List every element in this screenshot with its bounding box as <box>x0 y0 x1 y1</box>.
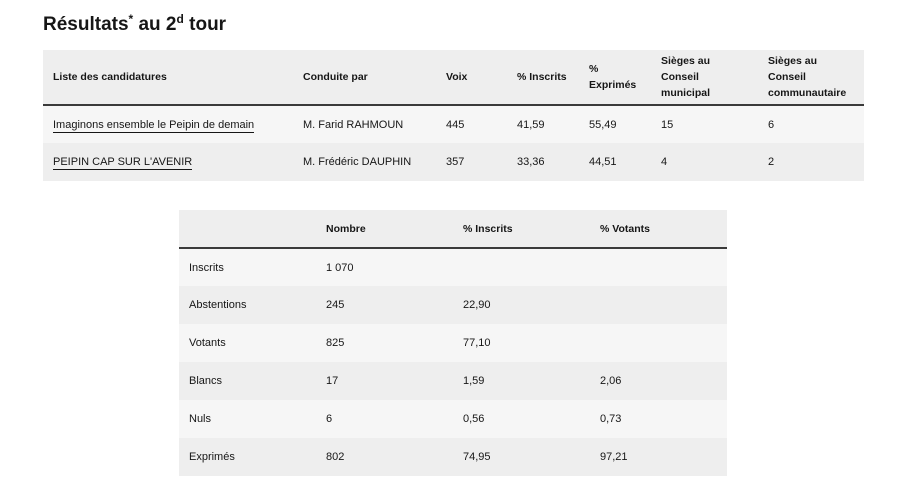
cell-sieges-municipal: 15 <box>661 118 674 131</box>
cell-pct-votants <box>590 324 727 362</box>
header-sieges-communautaire: Sièges au Conseil communautaire <box>758 50 864 105</box>
title-sup: d <box>176 12 184 26</box>
cell-pct-inscrits: 33,36 <box>517 156 545 168</box>
cell-pct-exprimes: 55,49 <box>589 118 617 131</box>
cell-pct-votants: 2,06 <box>600 375 622 387</box>
header-pct-exprimes: % Exprimés <box>579 50 651 105</box>
table-row <box>179 324 727 362</box>
cell-label: Blancs <box>189 375 223 387</box>
stats-header-row <box>179 210 727 248</box>
header-liste: Liste des candidatures <box>43 50 293 105</box>
cell-label: Nuls <box>189 413 212 425</box>
cell-pct-inscrits: 74,95 <box>463 451 491 463</box>
table-row <box>179 248 727 286</box>
header-pct-inscrits: % Inscrits <box>507 50 579 105</box>
title-main: Résultats <box>43 14 129 35</box>
cell-pct-inscrits: 41,59 <box>517 118 545 131</box>
title-end: tour <box>183 14 227 35</box>
header-blank <box>179 210 316 248</box>
header-pct-votants: % Votants <box>590 210 727 248</box>
cell-voix: 445 <box>446 118 465 131</box>
cell-pct-inscrits: 0,56 <box>463 413 485 425</box>
header-sieges-municipal: Sièges au Conseil municipal <box>651 50 758 105</box>
cell-sieges-municipal: 4 <box>661 156 668 168</box>
cell-voix: 357 <box>446 156 465 168</box>
title-middle: au 2 <box>133 14 177 35</box>
title-asterisk: * <box>128 12 134 26</box>
list-link[interactable]: PEIPIN CAP SUR L'AVENIR <box>53 156 193 168</box>
cell-list <box>43 105 293 143</box>
header-pct-inscrits: % Inscrits <box>453 210 590 248</box>
cell-pct-inscrits: 77,10 <box>463 337 491 349</box>
results-header-row <box>43 50 864 105</box>
cell-pct-exprimes: 44,51 <box>589 156 617 168</box>
cell-label: Votants <box>189 337 226 349</box>
header-nombre: Nombre <box>316 210 453 248</box>
cell-nombre: 825 <box>326 337 345 349</box>
cell-nombre: 802 <box>326 451 345 463</box>
header-conduite: Conduite par <box>293 50 436 105</box>
page-title <box>43 14 226 36</box>
list-link[interactable]: Imaginons ensemble le Peipin de demain <box>53 118 255 131</box>
cell-nombre: 1 070 <box>326 261 354 274</box>
cell-nombre: 245 <box>326 299 345 311</box>
cell-label: Exprimés <box>189 451 235 463</box>
cell-candidate: M. Farid RAHMOUN <box>303 118 404 131</box>
cell-pct-inscrits: 22,90 <box>463 299 491 311</box>
table-row <box>43 105 864 143</box>
cell-nombre: 17 <box>326 375 339 387</box>
cell-pct-votants <box>590 248 727 286</box>
table-row <box>179 400 727 438</box>
table-row <box>43 143 864 181</box>
cell-candidate: M. Frédéric DAUPHIN <box>303 156 412 168</box>
cell-pct-votants <box>590 286 727 324</box>
cell-pct-inscrits <box>453 248 590 286</box>
stats-table <box>179 210 727 476</box>
table-row <box>179 438 727 476</box>
cell-label: Abstentions <box>189 299 247 311</box>
cell-label: Inscrits <box>189 261 224 274</box>
table-row <box>179 286 727 324</box>
cell-sieges-communautaire: 2 <box>768 156 775 168</box>
table-row <box>179 362 727 400</box>
header-voix: Voix <box>436 50 507 105</box>
cell-nombre: 6 <box>326 413 333 425</box>
cell-list <box>43 143 293 181</box>
results-table <box>43 50 864 181</box>
cell-pct-inscrits: 1,59 <box>463 375 485 387</box>
cell-pct-votants: 0,73 <box>600 413 622 425</box>
cell-sieges-communautaire: 6 <box>768 118 775 131</box>
cell-pct-votants: 97,21 <box>600 451 628 463</box>
